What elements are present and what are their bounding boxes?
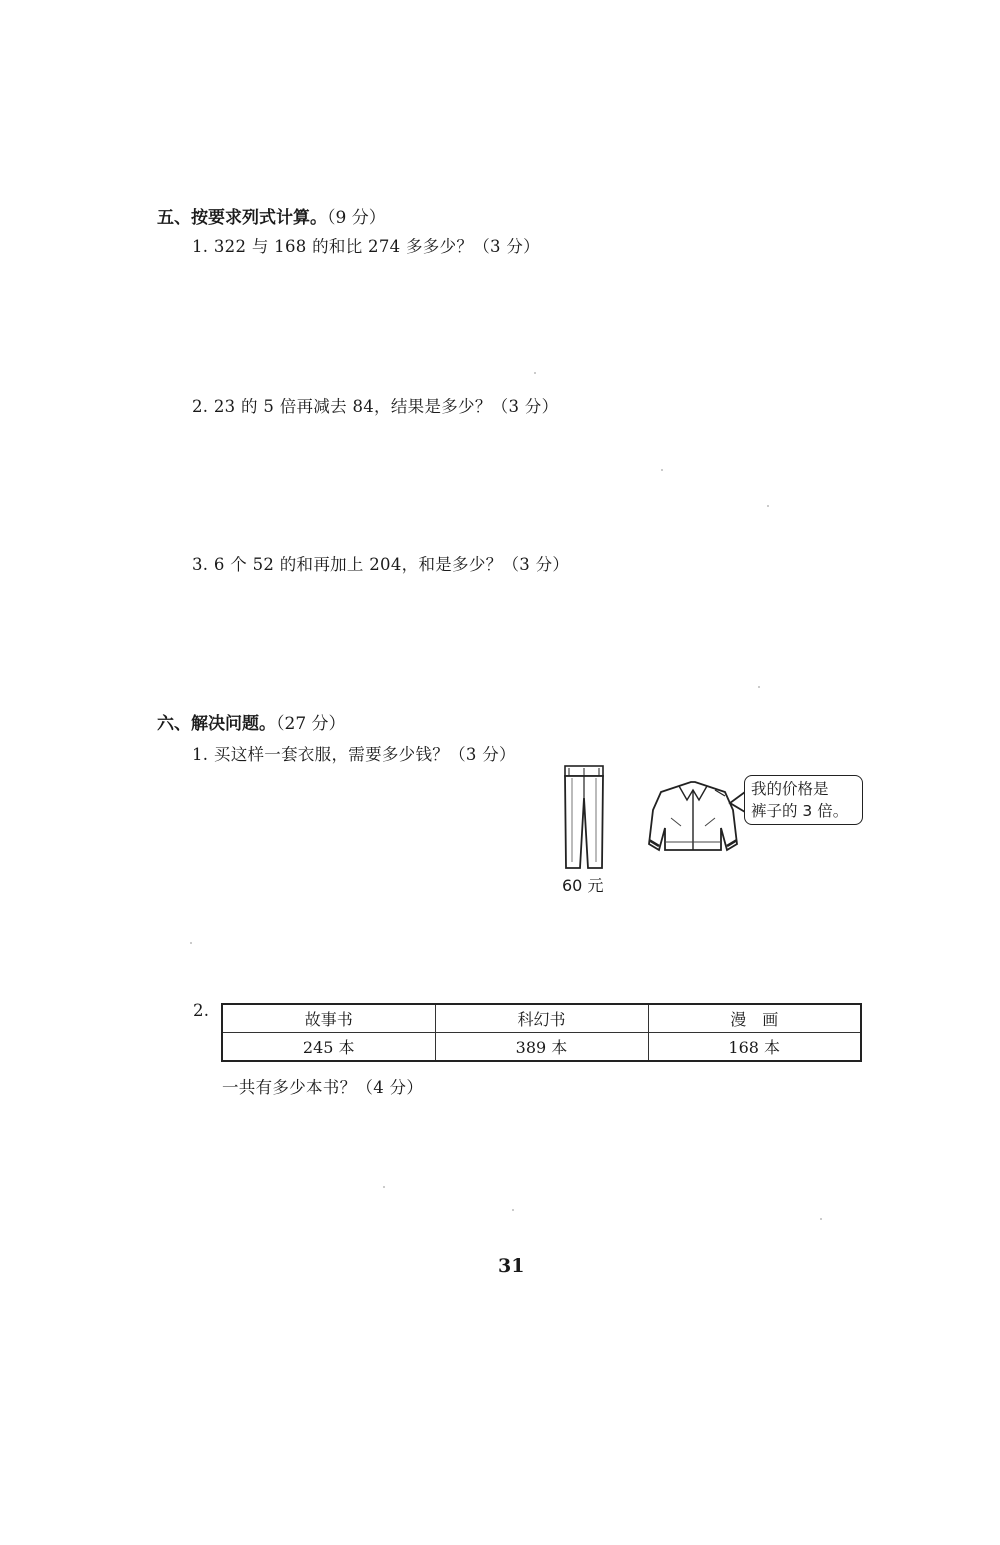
pants-illustration — [560, 764, 612, 872]
speech-bubble — [744, 775, 863, 825]
pants-price-label: 60 元 — [562, 876, 604, 895]
scan-speck — [512, 1209, 514, 1211]
section-5-score: （9 分） — [327, 208, 386, 228]
value-scifi-books: 389 本 — [435, 1033, 648, 1062]
section-6-question-2-number: 2. — [193, 1001, 210, 1020]
speech-bubble-line-2: 裤子的 3 倍。 — [751, 802, 849, 820]
section-5-question-3: 3. 6 个 52 的和再加上 204，和是多少？（3 分） — [192, 555, 570, 574]
scan-speck — [190, 942, 192, 944]
value-story-books: 245 本 — [222, 1033, 435, 1062]
section-6-question-1: 1. 买这样一套衣服，需要多少钱？（3 分） — [192, 745, 516, 764]
header-story-books: 故事书 — [222, 1004, 435, 1033]
section-5-question-2: 2. 23 的 5 倍再减去 84，结果是多少？（3 分） — [192, 397, 559, 416]
header-scifi-books: 科幻书 — [435, 1004, 648, 1033]
scan-speck — [661, 469, 663, 471]
scan-speck — [534, 372, 536, 374]
page-number: 31 — [498, 1255, 525, 1277]
scan-speck — [383, 1186, 385, 1188]
jacket-illustration — [645, 780, 741, 858]
section-5-heading — [157, 203, 386, 228]
books-table-value-row — [222, 1033, 861, 1062]
value-comics: 168 本 — [648, 1033, 861, 1062]
books-table — [221, 1003, 862, 1062]
speech-bubble-line-1: 我的价格是 — [751, 780, 829, 798]
section-6-question-2-text: 一共有多少本书？（4 分） — [222, 1078, 424, 1097]
scan-speck — [820, 1218, 822, 1220]
header-comics: 漫 画 — [648, 1004, 861, 1033]
scan-speck — [758, 686, 760, 688]
scan-speck — [767, 505, 769, 507]
section-6-heading — [157, 709, 346, 734]
section-5-title: 五、按要求列式计算。 — [157, 208, 327, 228]
books-table-header-row — [222, 1004, 861, 1033]
section-6-title: 六、解决问题。 — [157, 714, 276, 734]
section-5-question-1: 1. 322 与 168 的和比 274 多多少？（3 分） — [192, 237, 540, 256]
section-6-score: （27 分） — [276, 714, 346, 734]
